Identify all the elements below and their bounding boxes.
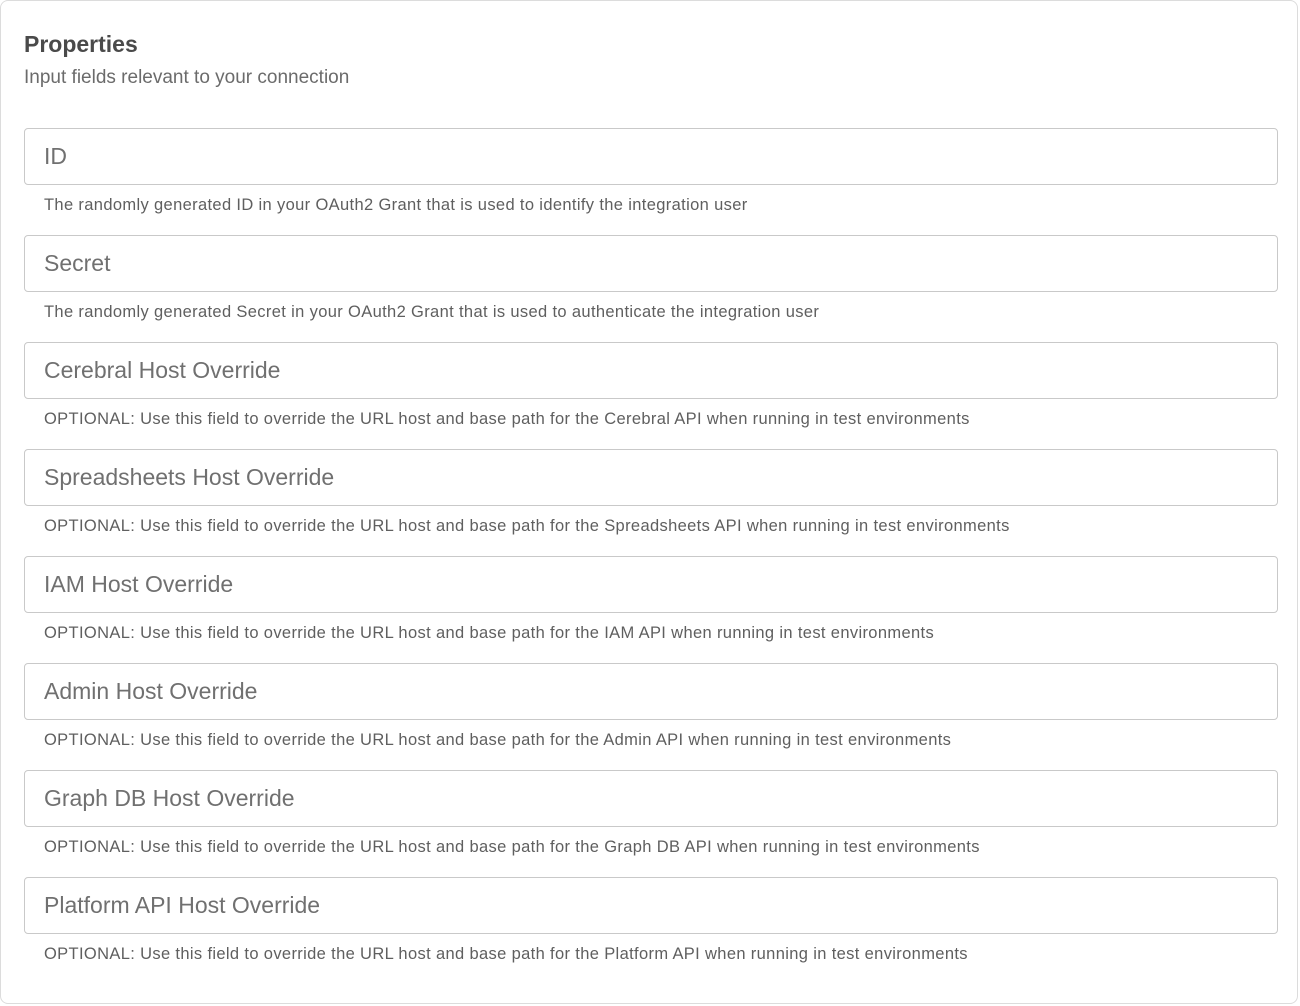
field-secret — [24, 235, 1278, 342]
field-spreadsheets-host — [24, 449, 1278, 556]
admin-host-override-input[interactable] — [24, 663, 1278, 720]
section-title: Properties — [24, 31, 138, 57]
field-id — [24, 128, 1278, 235]
cerebral-host-help-text: OPTIONAL: Use this field to override the URL host and base path for the Cerebral API when running in test environments — [44, 410, 970, 428]
graph-db-host-override-input[interactable] — [24, 770, 1278, 827]
secret-input[interactable] — [24, 235, 1278, 292]
platform-api-host-help-text: OPTIONAL: Use this field to override the URL host and base path for the Platform API when running in test environments — [44, 945, 968, 963]
platform-api-host-override-input[interactable] — [24, 877, 1278, 934]
admin-host-help-text: OPTIONAL: Use this field to override the URL host and base path for the Admin API when running in test environments — [44, 731, 952, 749]
id-help-text: The randomly generated ID in your OAuth2 Grant that is used to identify the integration user — [44, 196, 748, 214]
spreadsheets-host-override-input[interactable] — [24, 449, 1278, 506]
spreadsheets-host-help-text: OPTIONAL: Use this field to override the URL host and base path for the Spreadsheets API when running in test environments — [44, 517, 1010, 535]
iam-host-override-input[interactable] — [24, 556, 1278, 613]
field-list — [24, 128, 1278, 984]
id-input[interactable] — [24, 128, 1278, 185]
iam-host-help-text: OPTIONAL: Use this field to override the URL host and base path for the IAM API when running in test environments — [44, 624, 935, 642]
section-header — [24, 29, 349, 91]
section-subtitle: Input fields relevant to your connection — [24, 67, 350, 88]
field-iam-host — [24, 556, 1278, 663]
cerebral-host-override-input[interactable] — [24, 342, 1278, 399]
graph-db-host-help-text: OPTIONAL: Use this field to override the URL host and base path for the Graph DB API when running in test environments — [44, 838, 980, 856]
field-graph-db-host — [24, 770, 1278, 877]
field-cerebral-host — [24, 342, 1278, 449]
field-admin-host — [24, 663, 1278, 770]
field-platform-api-host — [24, 877, 1278, 984]
secret-help-text: The randomly generated Secret in your OAuth2 Grant that is used to authenticate the integration user — [44, 303, 820, 321]
